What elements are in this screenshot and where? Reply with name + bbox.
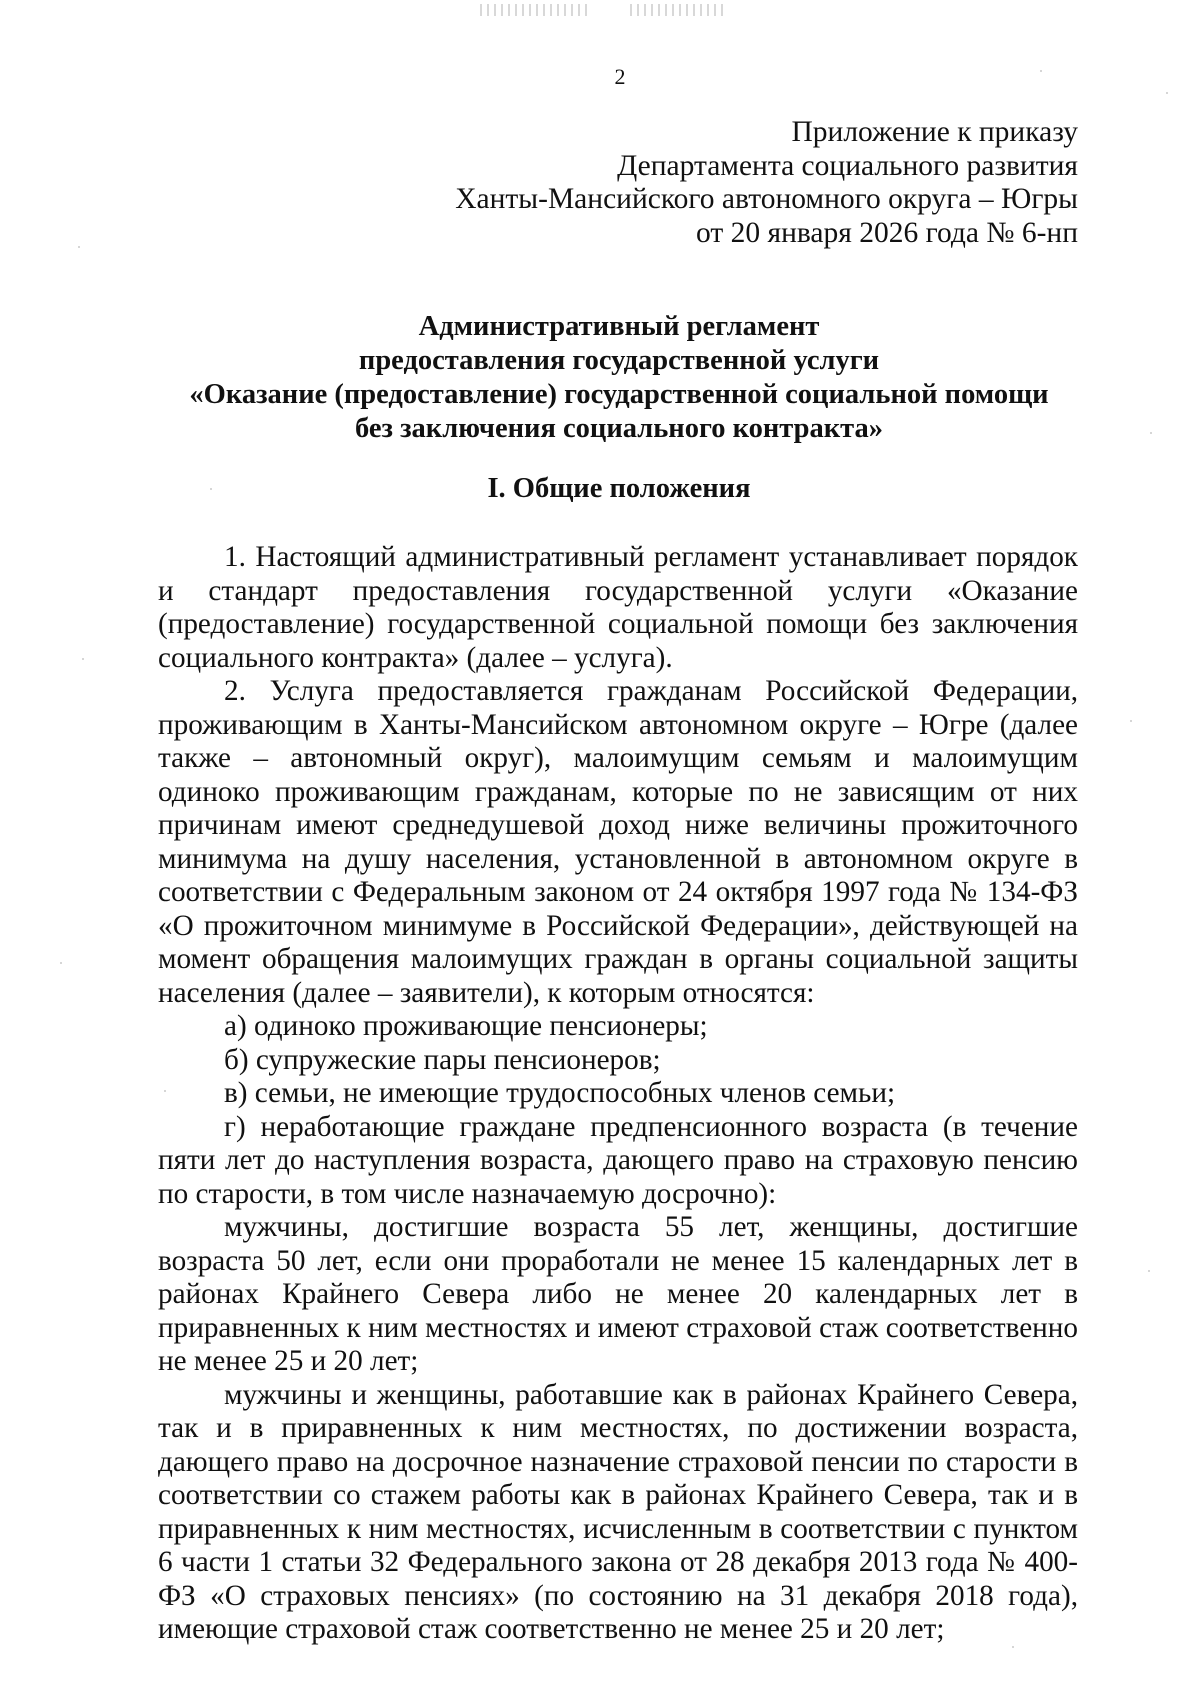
appendix-line: Департамента социального развития xyxy=(617,149,1078,182)
paragraph-age-criteria: мужчины, достигшие возраста 55 лет, женщины, достигшие возраста 50 лет, если они проработали не менее 15 календарных лет в районах Крайнего Севера либо не менее 20 календарных лет в приравненных к ним местностях и имеют страховой стаж соответственно не менее 25 и 20 лет; xyxy=(158,1211,1078,1377)
appendix-line: от 20 января 2026 года № 6-нп xyxy=(696,216,1078,249)
scan-dot xyxy=(1148,1270,1150,1272)
appendix-line: Ханты-Мансийского автономного округа – Югры xyxy=(455,183,1078,215)
scan-dot xyxy=(1150,432,1152,434)
scan-dot xyxy=(1166,92,1168,94)
section-heading: I. Общие положения xyxy=(487,473,751,504)
document-body xyxy=(158,541,1078,1647)
title-line: «Оказание (предоставление) государственной социальной помощи xyxy=(189,379,1049,410)
list-item-v: в) семьи, не имеющие трудоспособных членов семьи; xyxy=(224,1077,896,1109)
title-line: Административный регламент xyxy=(418,311,820,342)
title-line: предоставления государственной услуги xyxy=(358,345,880,376)
scan-artifact-top-left xyxy=(480,4,590,16)
list-item-b: б) супружеские пары пенсионеров; xyxy=(224,1043,661,1076)
scan-dot xyxy=(60,962,62,964)
scan-dot xyxy=(1130,720,1132,722)
appendix-header xyxy=(278,116,1078,250)
scan-dot xyxy=(82,658,84,660)
document-title xyxy=(130,310,1108,446)
page-number: 2 xyxy=(614,64,626,89)
list-item-a: а) одиноко проживающие пенсионеры; xyxy=(224,1010,708,1042)
paragraph-north-criteria: мужчины и женщины, работавшие как в районах Крайнего Севера, так и в приравненных к ним местностях, по достижении возраста, дающего право на досрочное назначение страховой пенсии по старости в соответствии со стажем работы как в районах Крайнего Севера, так и в приравненных к ним местностях, исчисленным в соответствии с пунктом 6 части 1 статьи 32 Федерального закона от 28 декабря 2013 года № 400-ФЗ «О страховых пенсиях» (по состоянию на 31 декабря 2018 года), имеющие страховой стаж соответственно не менее 25 и 20 лет; xyxy=(158,1378,1078,1645)
list-item-g: г) неработающие граждане предпенсионного возраста (в течение пяти лет до наступления возраста, дающего право на страховую пенсию по старости, в том числе назначаемую досрочно): xyxy=(158,1110,1078,1210)
scan-artifact-top-right xyxy=(630,4,725,16)
appendix-line: Приложение к приказу xyxy=(791,116,1078,148)
scan-dot xyxy=(78,246,80,248)
title-line: без заключения социального контракта» xyxy=(354,413,884,444)
paragraph-1: 1. Настоящий административный регламент устанавливает порядок и стандарт предоставления государственной услуги «Оказание (предоставление) государственной социальной помощи без заключения социального контракта» (далее – услуга). xyxy=(158,541,1078,674)
paragraph-2: 2. Услуга предоставляется гражданам Российской Федерации, проживающим в Ханты-Мансийском автономном округе – Югре (далее также – автономный округ), малоимущим семьям и малоимущим одиноко проживающим гражданам, которые по не зависящим от них причинам имеют среднедушевой доход ниже величины прожиточного минимума на душу населения, установленной в автономном округе в соответствии с Федеральным законом от 24 октября 1997 года № 134-ФЗ «О прожиточном минимуме в Российской Федерации», действующей на момент обращения малоимущих граждан в органы социальной защиты населения (далее – заявители), к которым относятся: xyxy=(158,675,1078,1009)
